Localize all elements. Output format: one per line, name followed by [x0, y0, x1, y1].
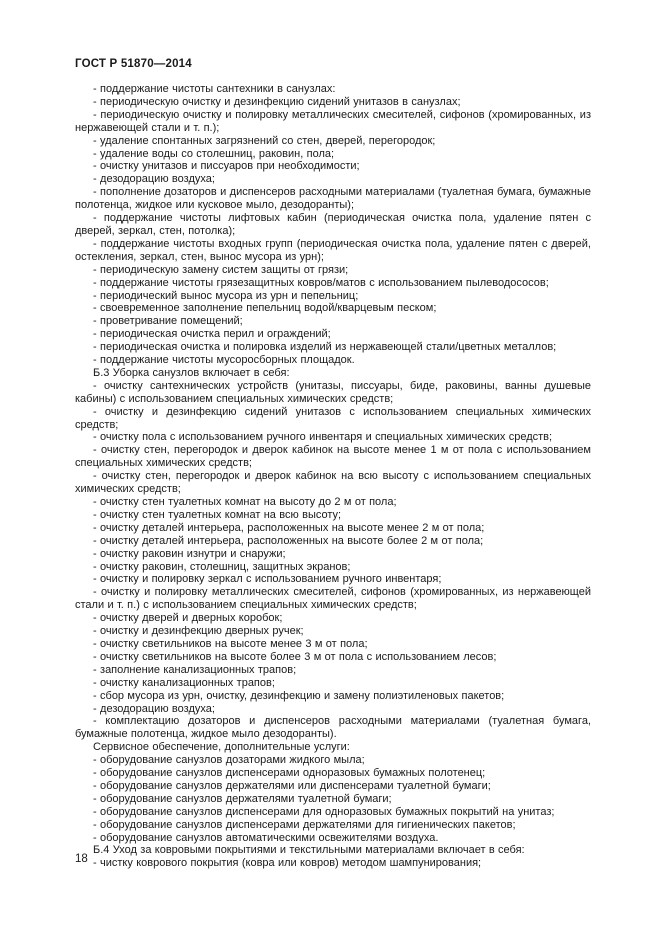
paragraph: - периодическая очистка перил и ограждений; — [93, 328, 331, 341]
paragraph: - очистку стен, перегородок и дверок кабинок на всю высоту с использованием специальных химических средств; — [75, 470, 591, 496]
paragraph: - очистку стен туалетных комнат на высоту до 2 м от пола; — [93, 496, 397, 508]
paragraph: - периодический вынос мусора из урн и пепельниц; — [93, 289, 359, 302]
paragraph: - очистку дверей и дверных коробок; — [93, 612, 283, 625]
paragraph: - поддержание чистоты грязезащитных ковров/матов с использованием пылеводососов; — [93, 276, 549, 289]
paragraph: - очистку стен, перегородок и дверок кабинок на высоте менее 1 м от пола с использованием специальных химических средств; — [75, 444, 591, 470]
paragraph: - очистку раковин изнутри и снаружи; — [93, 547, 286, 560]
paragraph: - оборудование санузлов дозаторами жидкого мыла; — [93, 754, 365, 767]
paragraph: - оборудование санузлов диспенсерами держателями для гигиенических пакетов; — [93, 818, 516, 831]
document-header: ГОСТ Р 51870—2014 — [75, 58, 192, 70]
paragraph: - поддержание чистоты мусоросборных площадок. — [93, 354, 355, 367]
paragraph: - оборудование санузлов диспенсерами для одноразовых бумажных покрытий на унитаз; — [93, 805, 555, 818]
paragraph: - очистку канализационных трапов; — [93, 676, 275, 689]
paragraph: - комплектацию дозаторов и диспенсеров расходными материалами (туалетная бумага, бумажные полотенца, жидкое мыло дезодоранты). — [75, 715, 591, 741]
paragraph: - своевременное заполнение пепельниц водой/кварцевым песком; — [93, 302, 437, 315]
paragraph: - очистку пола с использованием ручного инвентаря и специальных химических средств; — [93, 431, 553, 444]
paragraph: - очистку раковин, столешниц, защитных экранов; — [93, 560, 351, 573]
paragraph: - удаление воды со столешниц, раковин, пола; — [93, 147, 335, 160]
page-number: 18 — [75, 853, 88, 865]
paragraph: - очистку стен туалетных комнат на всю высоту; — [93, 508, 342, 521]
paragraph: - пополнение дозаторов и диспенсеров расходными материалами (туалетная бумага, бумажные полотенца, жидкое или кусковое мыло, дезодоранты); — [75, 186, 591, 212]
paragraph: - проветривание помещений; — [93, 315, 243, 328]
paragraph: - поддержание чистоты входных групп (периодическая очистка пола, удаление пятен с дверей, остекления, зеркал, стен, вынос мусора из урн); — [75, 237, 591, 263]
paragraph: - оборудование санузлов держателями туалетной бумаги; — [93, 792, 392, 805]
paragraph: - чистку коврового покрытия (ковра или ковров) методом шампунирования; — [93, 857, 482, 870]
paragraph: - заполнение канализационных трапов; — [93, 663, 297, 676]
paragraph: - удаление спонтанных загрязнений со стен, дверей, перегородок; — [93, 134, 436, 147]
paragraph: - периодическую очистку и дезинфекцию сидений унитазов в санузлах; — [93, 95, 461, 108]
paragraph: - очистку и полировку зеркал с использованием ручного инвентаря; — [93, 573, 442, 586]
paragraph: - периодическая очистка и полировка изделий из нержавеющей стали/цветных металлов; — [93, 341, 557, 354]
paragraph: Б.4 Уход за ковровыми покрытиями и текстильными материалами включает в себя: — [93, 844, 525, 857]
paragraph: - сбор мусора из урн, очистку, дезинфекцию и замену полиэтиленовых пакетов; — [93, 689, 505, 702]
paragraph: - периодическую очистку и полировку металлических смесителей, сифонов (хромированных, из нержавеющей стали и т. п.); — [75, 108, 591, 134]
paragraph: Сервисное обеспечение, дополнительные услуги: — [93, 741, 350, 754]
paragraph: - дезодорацию воздуха; — [93, 702, 215, 715]
paragraph: - очистку и дезинфекцию сидений унитазов с использованием специальных химических средств; — [75, 405, 591, 431]
paragraph: - оборудование санузлов диспенсерами одноразовых бумажных полотенец; — [93, 767, 486, 780]
paragraph: Б.3 Уборка санузлов включает в себя: — [93, 366, 290, 379]
paragraph: - очистку сантехнических устройств (унитазы, писсуары, биде, раковины, ванны душевые кабины) с использованием специальных химических средств; — [75, 379, 591, 405]
paragraph: - очистку унитазов и писсуаров при необходимости; — [93, 160, 360, 173]
paragraph: - поддержание чистоты лифтовых кабин (периодическая очистка пола, удаление пятен с дверей, зеркал, стен, потолка); — [75, 212, 591, 237]
paragraph: - очистку и полировку металлических смесителей, сифонов (хромированных, из нержавеющей стали и т. п.) с использованием специальных химических средств; — [75, 586, 591, 612]
paragraph: - очистку деталей интерьера, расположенных на высоте более 2 м от пола; — [93, 534, 484, 547]
paragraph: - дезодорацию воздуха; — [93, 173, 215, 186]
paragraph: - очистку деталей интерьера, расположенных на высоте менее 2 м от пола; — [93, 521, 485, 534]
paragraph: - периодическую замену систем защиты от грязи; — [93, 263, 349, 276]
paragraph: - очистку светильников на высоте более 3 м от пола с использованием лесов; — [93, 650, 497, 663]
paragraph: - очистку и дезинфекцию дверных ручек; — [93, 625, 304, 638]
paragraph: - очистку светильников на высоте менее 3 м от пола; — [93, 637, 368, 650]
paragraph: - поддержание чистоты сантехники в санузлах: — [93, 83, 336, 95]
paragraph: - оборудование санузлов держателями или диспенсерами туалетной бумаги; — [93, 779, 491, 792]
document-body — [75, 83, 591, 870]
paragraph: - оборудование санузлов автоматическими освежителями воздуха. — [93, 831, 439, 844]
